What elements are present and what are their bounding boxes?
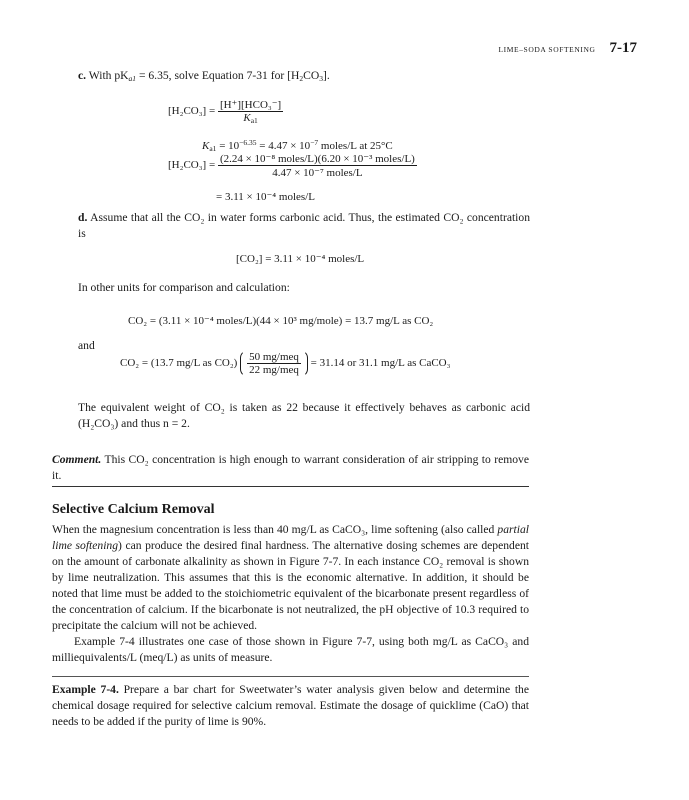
equivalent-weight-note: The equivalent weight of CO₂ is taken as 22 because it effectively behaves as carbonic acid (H₂CO₃) and thus n = 2. [78, 401, 530, 430]
example-block: Example 7-4. Prepare a bar chart for Sweetwater’s water analysis given below and determine the chemical dosage required for selective calcium removal. Estimate the dosage of quicklime (CaO) that needs to be added if the purity of lime is 90%. [52, 683, 529, 728]
equation-c3: [H₂CO₃] = $\frac{\text{(2.24 × 10⁻⁸ moles/L)(6.20 × 10⁻³ moles/L)}}{\text{4.47 × 10⁻⁷ moles/L}}$ [168, 153, 415, 179]
equation-co2-mg: CO₂ = (3.11 × 10⁻⁴ moles/L)(44 × 10³ mg/mole) = 13.7 mg/L as CO₂ [128, 315, 434, 327]
example-label: Example 7-4. [52, 683, 119, 696]
fraction-c3: $\frac{\text{(2.24 × 10⁻⁸ moles/L)(6.20 × 10⁻³ moles/L)}}{\text{4.47 × 10⁻⁷ moles/L}}$ [219, 153, 415, 179]
part-d-label: d. [78, 211, 88, 224]
section-paragraph-1: When the magnesium concentration is less than 40 mg/L as CaCO₃, lime softening (also called partial lime softening) can produce the desired final hardness. The alternative dosing schemes are dependent on the amount of carbonate alkalinity as shown in Figure 7-7. In each instance CO₂ removal is shown by lime neutralization. This assumes that this is the economic alternative. In addition, it should be noted that lime must be added to the stoichiometric equivalent of the bicarbonate present regardless of the concentration of calcium. If the bicarbonate is not neutralized, the pH objective of 10.3 required to precipitate the calcium will not be achieved. [52, 523, 530, 632]
example-divider [52, 676, 529, 677]
equation-co2-caco3: CO₂ = (13.7 mg/L as CO₂) $\frac{\text{50 mg/meq}}{\text{22 mg/meq}}$ = 31.14 or 31.1 mg/L as CaCO₃ [120, 351, 451, 376]
part-c-label: c. [78, 69, 87, 82]
section-heading: Selective Calcium Removal [52, 502, 215, 517]
equation-c1: [H₂CO₃] = $\frac{\text{[H⁺][HCO₃⁻]}}{K_{a1}}$ [168, 99, 282, 125]
other-units-intro: In other units for comparison and calculation: [78, 281, 290, 294]
comment-block: Comment. This CO₂ concentration is high enough to warrant consideration of air stripping to remove it. [52, 453, 529, 482]
paren-fraction: $\frac{\text{50 mg/meq}}{\text{22 mg/meq}}$ [240, 350, 308, 377]
equation-c4: = 3.11 × 10⁻⁴ moles/L [216, 191, 315, 203]
equation-d1: [CO₂] = 3.11 × 10⁻⁴ moles/L [236, 253, 365, 265]
part-c-statement: c. With $pK_{a1} = 6.35$, solve Equation 7-31 for $[H_2CO_3]$. [78, 69, 330, 83]
equation-c2: $K_{a1} = 10^{-6.35} = 4.47 \times 10^{-7}$ moles/L at 25°C [202, 138, 393, 153]
page-number: 7-17 [609, 40, 637, 56]
comment-label: Comment. [52, 453, 102, 466]
part-d-statement: d. Assume that all the CO₂ in water forms carbonic acid. Thus, the estimated CO₂ concentration is [78, 211, 530, 240]
section-paragraph-2: Example 7-4 illustrates one case of those shown in Figure 7-7, using both mg/L as CaCO₃ and milliequivalents/L (meq/L) as units of measure. [52, 635, 529, 664]
page-header [498, 40, 637, 57]
and-connector: and [78, 339, 95, 352]
fraction-c1: $\frac{\text{[H⁺][HCO₃⁻]}}{K_{a1}}$ [219, 99, 282, 125]
comment-divider [52, 486, 529, 487]
running-title: LIME–SODA SOFTENING [498, 45, 596, 54]
